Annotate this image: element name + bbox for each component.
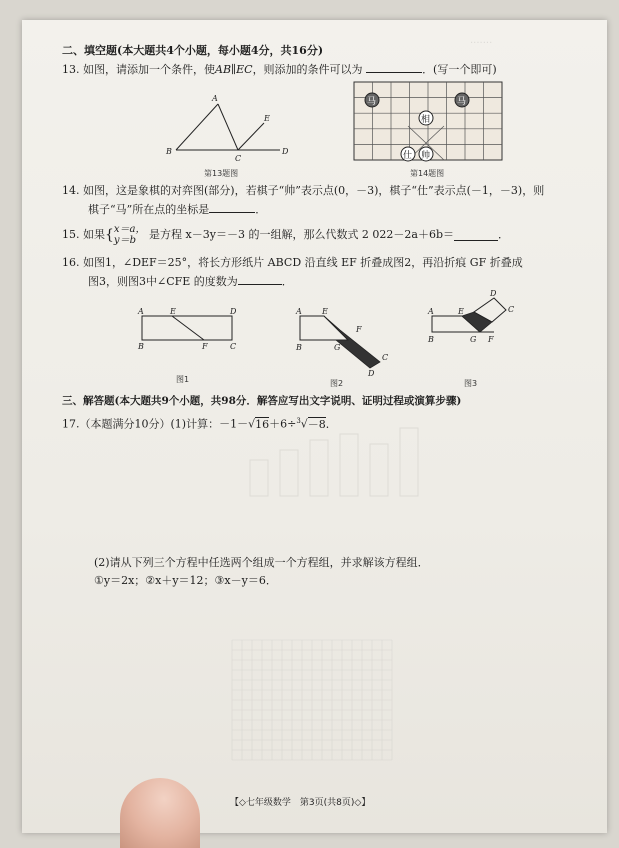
fig1-label-d: D: [230, 307, 237, 316]
q13-label-d: D: [282, 147, 289, 156]
q13-text: 13. 如图，请添加一个条件，使AB∥EC，则添加的条件可以为 ．(写一个即可): [62, 63, 497, 76]
bleed-through-grid: [232, 640, 392, 760]
q13-label-c: C: [235, 154, 242, 163]
fig3-label-a: A: [428, 307, 434, 316]
q16-figure-2: [290, 306, 390, 376]
svg-text:马: 马: [457, 97, 467, 107]
q16-answer-blank[interactable]: [238, 274, 282, 285]
fig3-label-b: B: [428, 335, 434, 344]
fig2-label-g: G: [334, 343, 341, 352]
svg-text:马: 马: [367, 97, 377, 107]
fig1-label-f: F: [202, 342, 208, 351]
fig3-label-f: F: [488, 335, 494, 344]
q15-text: 15. 如果{x＝a， y＝b 是方程 x－3y＝－3 的一组解，那么代数式 2 022－2a＋6b＝ ．: [62, 224, 510, 246]
fig1-label-a: A: [138, 307, 144, 316]
chess-piece-elephant: [419, 111, 433, 125]
q17-equations: ①y＝2x；②x＋y＝12；③x－y＝6．: [94, 574, 277, 587]
q17-part1: 17.（本题满分10分）(1)计算：－1－√16＋6÷$^3$√－8．: [62, 417, 337, 431]
chess-piece-horse-left: [365, 93, 379, 107]
q13-figure: [160, 90, 300, 170]
q14-answer-blank[interactable]: [209, 202, 255, 213]
q14-chessboard: [354, 82, 502, 164]
q15-answer-blank[interactable]: [454, 230, 498, 241]
fig2-label-a: A: [296, 307, 302, 316]
fig3-label-g: G: [470, 335, 477, 344]
fig2-label-b: B: [296, 343, 302, 352]
fig3-label-c: C: [508, 305, 515, 314]
q14-line1: 14. 如图，这是象棋的对弈图(部分)，若棋子“帅”表示点(0，－3)，棋子“仕”表示点(－1，－3)，则: [62, 184, 545, 197]
chess-piece-advisor: [401, 147, 415, 161]
q14-line2: 棋子“马”所在点的坐标是 ．: [88, 203, 267, 216]
svg-text:帅: 帅: [421, 151, 431, 161]
thumb-photo: [120, 778, 200, 848]
fig3-label-e: E: [458, 307, 464, 316]
fig1-label-b: B: [138, 342, 144, 351]
q16-fig1-caption: 图1: [176, 375, 190, 384]
fig2-label-d: D: [368, 369, 375, 378]
q13-answer-blank[interactable]: [366, 62, 422, 73]
q16-line2: 图3，则图3中∠CFE 的度数为 ．: [88, 275, 293, 288]
fig1-label-c: C: [230, 342, 237, 351]
q17-part2: (2)请从下列三个方程中任选两个组成一个方程组，并求解该方程组．: [94, 556, 429, 569]
bleed-through-text: ·······: [470, 38, 493, 49]
fig1-label-e: E: [170, 307, 176, 316]
svg-text:仕: 仕: [403, 151, 413, 161]
q14-caption: 第14题图: [410, 169, 445, 178]
fig3-label-d: D: [490, 289, 497, 298]
q13-caption: 第13题图: [204, 169, 239, 178]
q16-fig2-caption: 图2: [330, 379, 344, 388]
svg-text:相: 相: [421, 115, 431, 125]
section3-heading: 三、解答题(本大题共9个小题，共98分．解答应写出文字说明、证明过程或演算步骤): [62, 395, 462, 407]
q13-label-a: A: [212, 94, 218, 103]
chess-piece-horse-right: [455, 93, 469, 107]
q16-figure-3: [428, 290, 528, 352]
chess-piece-general: [419, 147, 433, 161]
bleed-through-chart: [240, 420, 460, 500]
q16-fig3-caption: 图3: [464, 379, 478, 388]
page-footer: 【◇七年级数学 第3页(共8页)◇】: [230, 798, 371, 808]
q13-label-e: E: [264, 114, 270, 123]
q13-label-b: B: [166, 147, 172, 156]
section2-heading: 二、填空题(本大题共4个小题，每小题4分，共16分): [62, 44, 324, 57]
fig2-label-c: C: [382, 353, 389, 362]
fig2-label-e: E: [322, 307, 328, 316]
fig2-label-f: F: [356, 325, 362, 334]
q16-figure-1: [132, 306, 242, 352]
q16-line1: 16. 如图1，∠DEF＝25°，将长方形纸片 ABCD 沿直线 EF 折叠成图2，再沿折痕 GF 折叠成: [62, 256, 523, 269]
